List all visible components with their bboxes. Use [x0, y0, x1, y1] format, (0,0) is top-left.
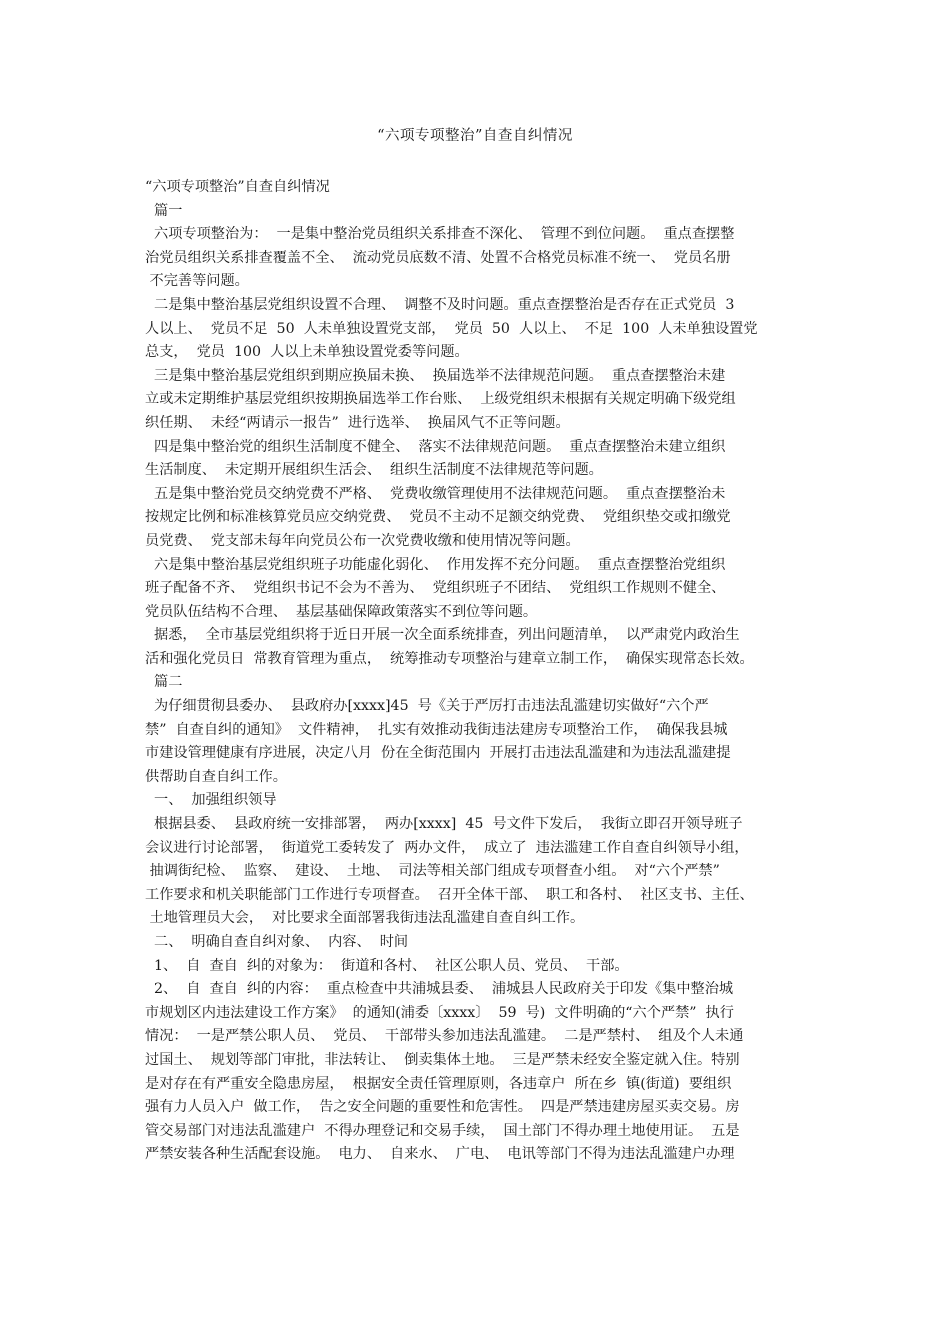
- document-body: [145, 176, 825, 1167]
- text-line: 四是集中整治党的组织生活制度不健全、 落实不法律规范问题。 重点查摆整治未建立组织: [145, 438, 726, 455]
- text-line: 强有力人员入户 做工作， 告之安全问题的重要性和危害性。 四是严禁违建房屋买卖交易。房: [145, 1099, 740, 1116]
- text-line: 抽调街纪检、 监察、 建设、 土地、 司法等相关部门组成专项督查小组。 对“六个严禁”: [145, 863, 720, 880]
- text-line: 二是集中整治基层党组织设置不合理、 调整不及时问题。重点查摆整治是否存在正式党员 3: [145, 296, 735, 313]
- text-line: 情况： 一是严禁公职人员、 党员、 干部带头参加违法乱滥建。 二是严禁村、 组及个人未通: [145, 1028, 744, 1045]
- text-line: 二、 明确自查自纠对象、 内容、 时间: [145, 934, 409, 950]
- text-line: 员党费、 党支部未每年向党员公布一次党费收缴和使用情况等问题。: [145, 532, 580, 549]
- text-line: 供帮助自查自纠工作。: [145, 768, 287, 785]
- page-title: “六项专项整治”自查自纠情况: [377, 128, 573, 144]
- text-line: 根据县委、 县政府统一安排部署， 两办[xxxx] 45 号文件下发后， 我街立即召开领导班子: [145, 816, 743, 833]
- text-line: 会议进行讨论部署， 街道党工委转发了 两办文件， 成立了 违法滥建工作自查自纠领导小组，: [145, 839, 749, 856]
- text-line: 市建设管理健康有序进展，决定八月 份在全街范围内 开展打击违法乱滥建和为违法乱滥建提: [145, 745, 731, 762]
- text-line: 织任期、 未经“两请示一报告” 进行选举、 换届风气不正等问题。: [145, 414, 570, 431]
- text-line: 五是集中整治党员交纳党费不严格、 党费收缴管理使用不法律规范问题。 重点查摆整治未: [145, 485, 726, 502]
- text-line: 生活制度、 未定期开展组织生活会、 组织生活制度不法律规范等问题。: [145, 462, 603, 479]
- text-line: 严禁安装各种生活配套设施。 电力、 自来水、 广电、 电讯等部门不得为违法乱滥建户办理: [145, 1146, 735, 1163]
- text-line: 不完善等问题。: [145, 273, 249, 290]
- text-line: 工作要求和机关职能部门工作进行专项督查。 召开全体干部、 职工和各村、 社区支书、主任、: [145, 886, 754, 903]
- text-line: 一、 加强组织领导: [145, 792, 277, 809]
- text-line: 立或未定期维护基层党组织按期换届选举工作台账、 上级党组织未根据有关规定明确下级党组: [145, 391, 736, 408]
- text-line: 人以上、 党员不足 50 人未单独设置党支部， 党员 50 人以上、 不足 100 人未单独设置党: [145, 320, 758, 337]
- text-line: 为仔细贯彻县委办、 县政府办[xxxx]45 号《关于严厉打击违法乱滥建切实做好“六个严: [145, 698, 709, 715]
- text-line: 1、 自 查自 纠的对象为： 街道和各村、 社区公职人员、党员、 干部。: [145, 957, 629, 974]
- text-line: 活和强化党员日 常教育管理为重点， 统筹推动专项整治与建章立制工作， 确保实现常态长效。: [145, 650, 754, 667]
- text-line: 篇一: [145, 202, 183, 219]
- text-line: “六项专项整治”自查自纠情况: [145, 179, 330, 195]
- text-line: 六是集中整治基层党组织班子功能虚化弱化、 作用发挥不充分问题。 重点查摆整治党组织: [145, 556, 726, 573]
- text-line: 市规划区内违法建设工作方案》 的通知(浦委〔xxxx〕 59 号) 文件明确的“六个严禁” 执行: [145, 1004, 734, 1021]
- text-line: 按规定比例和标准核算党员应交纳党费、 党员不主动不足额交纳党费、 党组织垫交或扣缴党: [145, 509, 731, 526]
- text-line: 党员队伍结构不合理、 基层基础保障政策落实不到位等问题。: [145, 603, 538, 620]
- text-line: 是对存在有严重安全隐患房屋， 根据安全责任管理原则，各违章户 所在乡 镇(街道) 要组织: [145, 1075, 732, 1092]
- text-line: 2、 自 查自 纠的内容： 重点检查中共浦城县委、 浦城县人民政府关于印发《集中整治城: [145, 981, 734, 998]
- text-line: 总支， 党员 100 人以上未单独设置党委等问题。: [145, 344, 469, 361]
- text-line: 过国土、 规划等部门审批，非法转让、 倒卖集体土地。 三是严禁未经安全鉴定就入住。特别: [145, 1051, 740, 1068]
- text-line: 据悉， 全市基层党组织将于近日开展一次全面系统排查，列出问题清单， 以严肃党内政治生: [145, 627, 740, 644]
- text-line: 班子配备不齐、 党组织书记不会为不善为、 党组织班子不团结、 党组织工作规则不健全、: [145, 580, 726, 597]
- text-line: 篇二: [145, 674, 183, 691]
- text-line: 管交易部门对违法乱滥建户 不得办理登记和交易手续， 国土部门不得办理土地使用证。 五是: [145, 1122, 740, 1139]
- text-line: 治党员组织关系排查覆盖不全、 流动党员底数不清、处置不合格党员标准不统一、 党员名册: [145, 249, 731, 266]
- text-line: 三是集中整治基层党组织到期应换届未换、 换届选举不法律规范问题。 重点查摆整治未建: [145, 367, 726, 384]
- text-line: 禁” 自查自纠的通知》 文件精神， 扎实有效推动我街违法建房专项整治工作， 确保我县城: [145, 721, 728, 738]
- text-line: 土地管理员大会， 对比要求全面部署我街违法乱滥建自查自纠工作。: [145, 910, 585, 927]
- text-line: 六项专项整治为： 一是集中整治党员组织关系排查不深化、 管理不到位问题。 重点查摆整: [145, 226, 735, 243]
